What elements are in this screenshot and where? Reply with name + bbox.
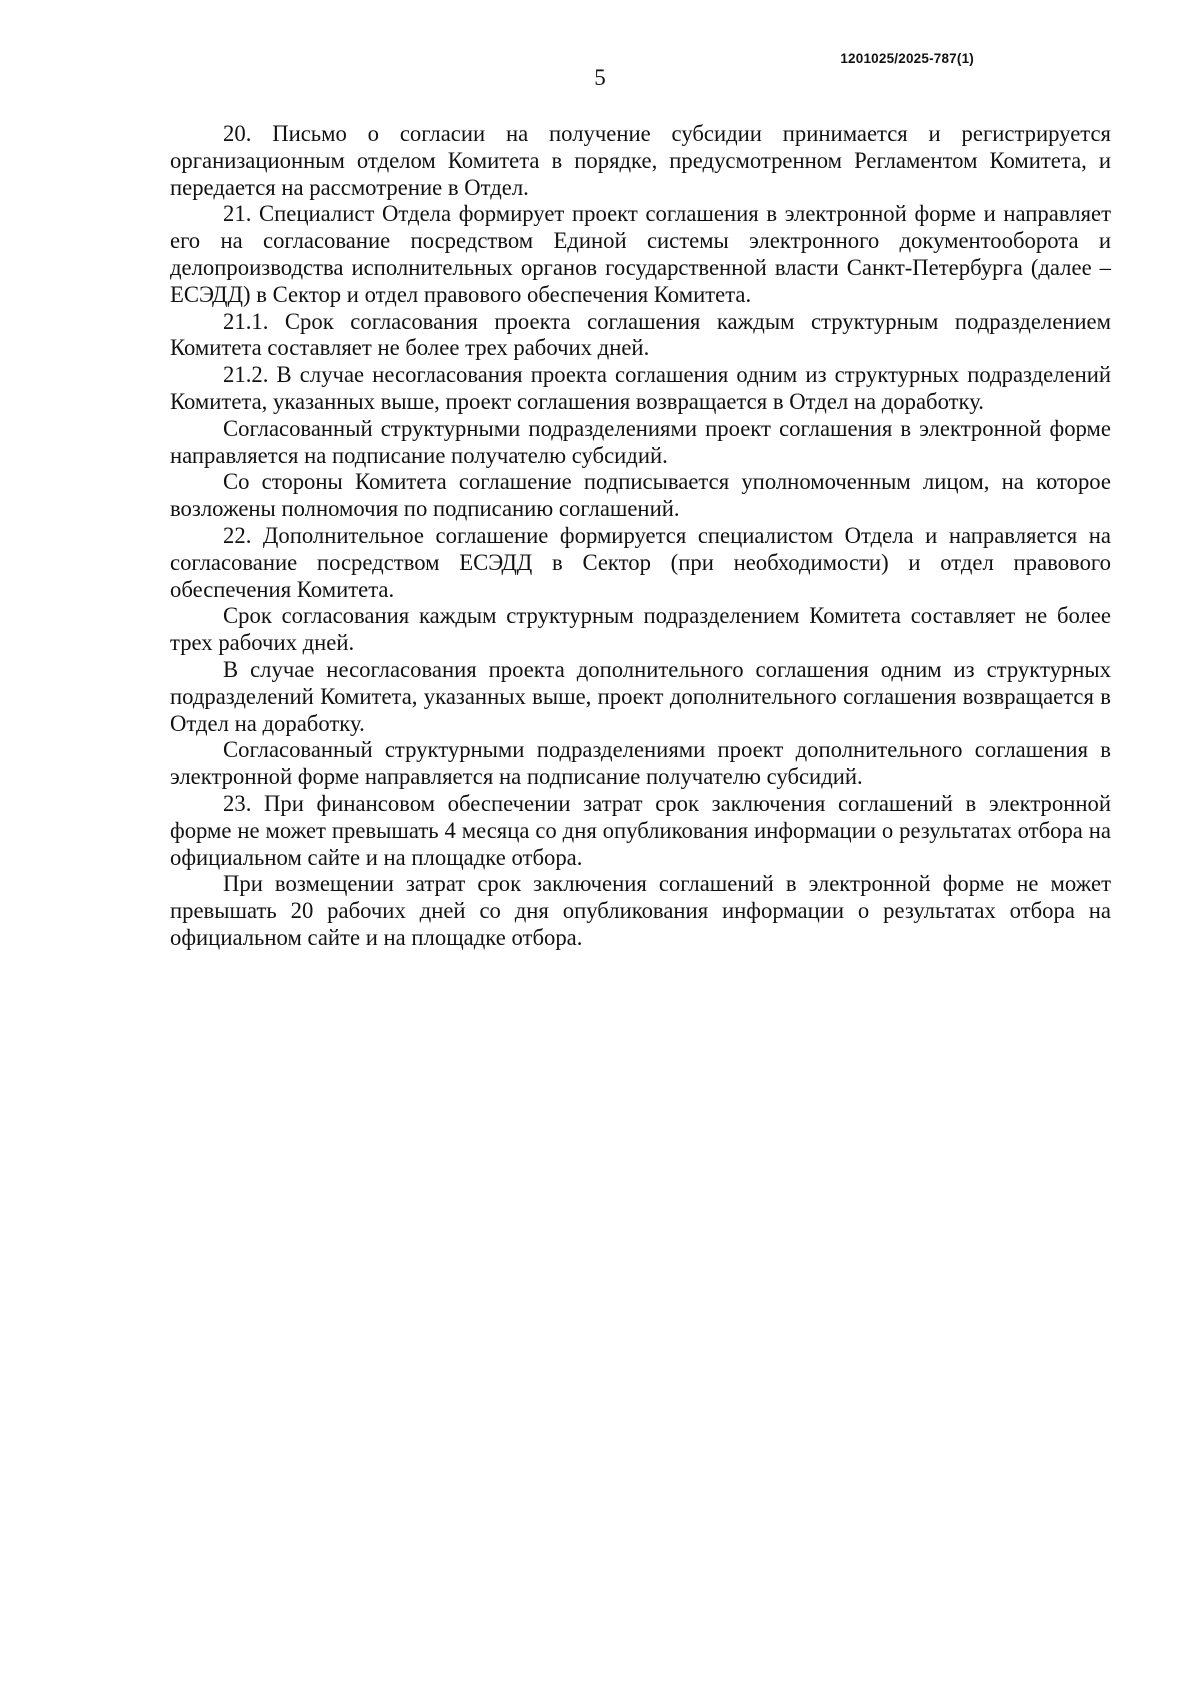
paragraph-21: 21. Специалист Отдела формирует проект соглашения в электронной форме и направляет его на согласование посредством Единой системы электронного документооборота и делопроизводства исполнительных органов государственной власти Санкт-Петербурга (далее – ЕСЭДД) в Сектор и отдел правового обеспечения Комитета. <box>170 201 1111 307</box>
paragraph-20: 20. Письмо о согласии на получение субсидии принимается и регистрируется организационным отделом Комитета в порядке, предусмотренном Регламентом Комитета, и передается на рассмотрение в Отдел. <box>170 121 1111 200</box>
paragraph-agreed-draft: Согласованный структурными подразделениями проект соглашения в электронной форме направляется на подписание получателю субсидий. <box>170 415 1111 468</box>
paragraph-21-1: 21.1. Срок согласования проекта соглашения каждым структурным подразделением Комитета составляет не более трех рабочих дней. <box>170 308 1111 361</box>
paragraph-reimbursement: При возмещении затрат срок заключения соглашений в электронной форме не может превышать 20 рабочих дней со дня опубликования информации о результатах отбора на официальном сайте и на площадке отбора. <box>170 871 1111 950</box>
document-body <box>170 121 1111 952</box>
page-number: 5 <box>594 65 606 90</box>
paragraph-signing: Со стороны Комитета соглашение подписывается уполномоченным лицом, на которое возложены полномочия по подписанию соглашений. <box>170 469 1111 522</box>
document-registration-number: 1201025/2025-787(1) <box>840 51 974 66</box>
paragraph-agreed-additional: Согласованный структурными подразделениями проект дополнительного соглашения в электронной форме направляется на подписание получателю субсидий. <box>170 737 1111 790</box>
paragraph-approval-term: Срок согласования каждым структурным подразделением Комитета составляет не более трех рабочих дней. <box>170 603 1111 656</box>
paragraph-disagreement: В случае несогласования проекта дополнительного соглашения одним из структурных подразделений Комитета, указанных выше, проект дополнительного соглашения возвращается в Отдел на доработку. <box>170 656 1111 736</box>
paragraph-22: 22. Дополнительное соглашение формируется специалистом Отдела и направляется на согласование посредством ЕСЭДД в Сектор (при необходимости) и отдел правового обеспечения Комитета. <box>170 522 1111 602</box>
paragraph-21-2: 21.2. В случае несогласования проекта соглашения одним из структурных подразделений Комитета, указанных выше, проект соглашения возвращается в Отдел на доработку. <box>170 362 1111 414</box>
paragraph-23: 23. При финансовом обеспечении затрат срок заключения соглашений в электронной форме не может превышать 4 месяца со дня опубликования информации о результатах отбора на официальном сайте и на площадке отбора. <box>170 790 1111 870</box>
